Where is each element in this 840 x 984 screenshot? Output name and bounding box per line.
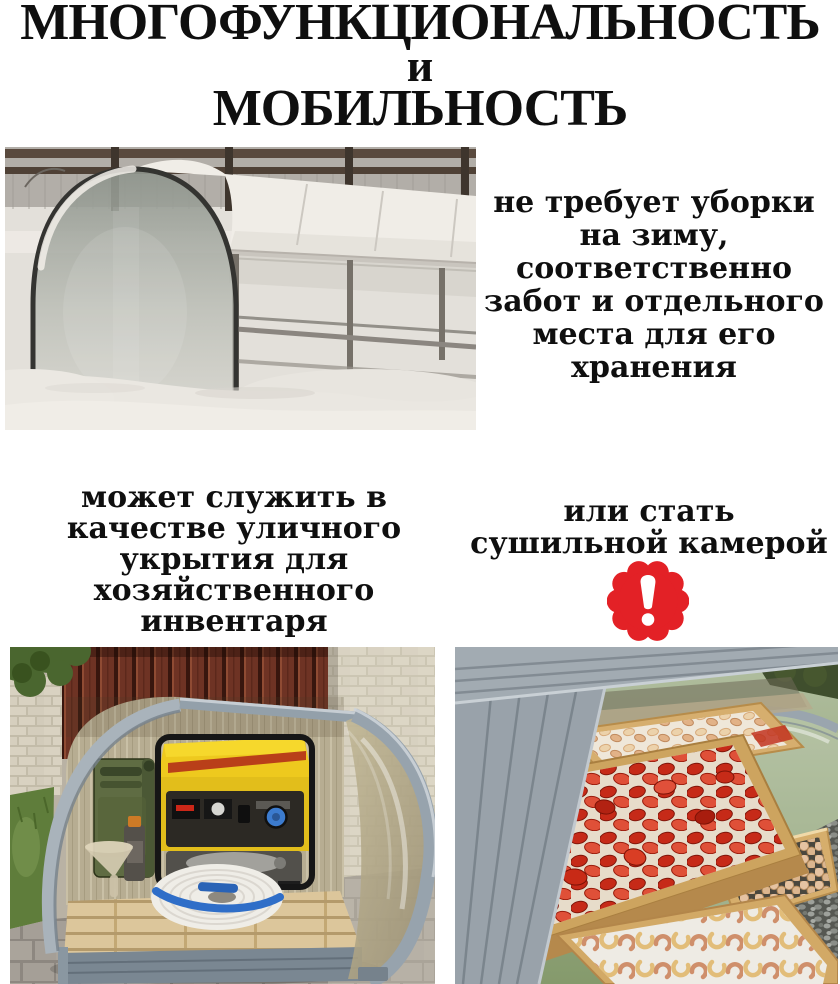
storage-text-block <box>48 482 420 637</box>
drying-text-block <box>460 496 838 560</box>
winter-line: места для его <box>532 317 776 352</box>
winter-line: хранения <box>571 350 737 385</box>
storage-line: укрытия для <box>119 542 349 577</box>
winter-text-block <box>468 186 840 384</box>
winter-line: соответственно <box>515 251 793 286</box>
storage-line: может служить в <box>81 480 387 515</box>
page-title <box>0 0 840 137</box>
snow-photo <box>5 147 476 430</box>
title-line-1: МНОГОФУНКЦИОНАЛЬНОСТЬ <box>20 0 820 51</box>
snow-photo-illustration <box>5 147 476 430</box>
drying-line: сушильной камерой <box>470 526 828 561</box>
generator-photo-illustration <box>10 647 435 984</box>
cable-coil <box>151 864 283 930</box>
exclamation-badge-icon <box>607 560 689 642</box>
storage-line: хозяйственного <box>93 573 375 608</box>
storage-line: инвентаря <box>140 604 328 639</box>
dryer-photo <box>455 647 838 984</box>
winter-line: не требует уборки <box>493 185 815 220</box>
base-frame <box>58 947 362 984</box>
generator-photo <box>10 647 435 984</box>
winter-line: на зиму, <box>579 218 729 253</box>
winter-line: забот и отдельного <box>484 284 824 319</box>
drying-line: или стать <box>563 494 735 529</box>
dryer-photo-illustration <box>455 647 838 984</box>
title-line-3: МОБИЛЬНОСТЬ <box>212 80 628 137</box>
storage-line: качестве уличного <box>66 511 402 546</box>
title-line-2: и <box>406 40 434 91</box>
